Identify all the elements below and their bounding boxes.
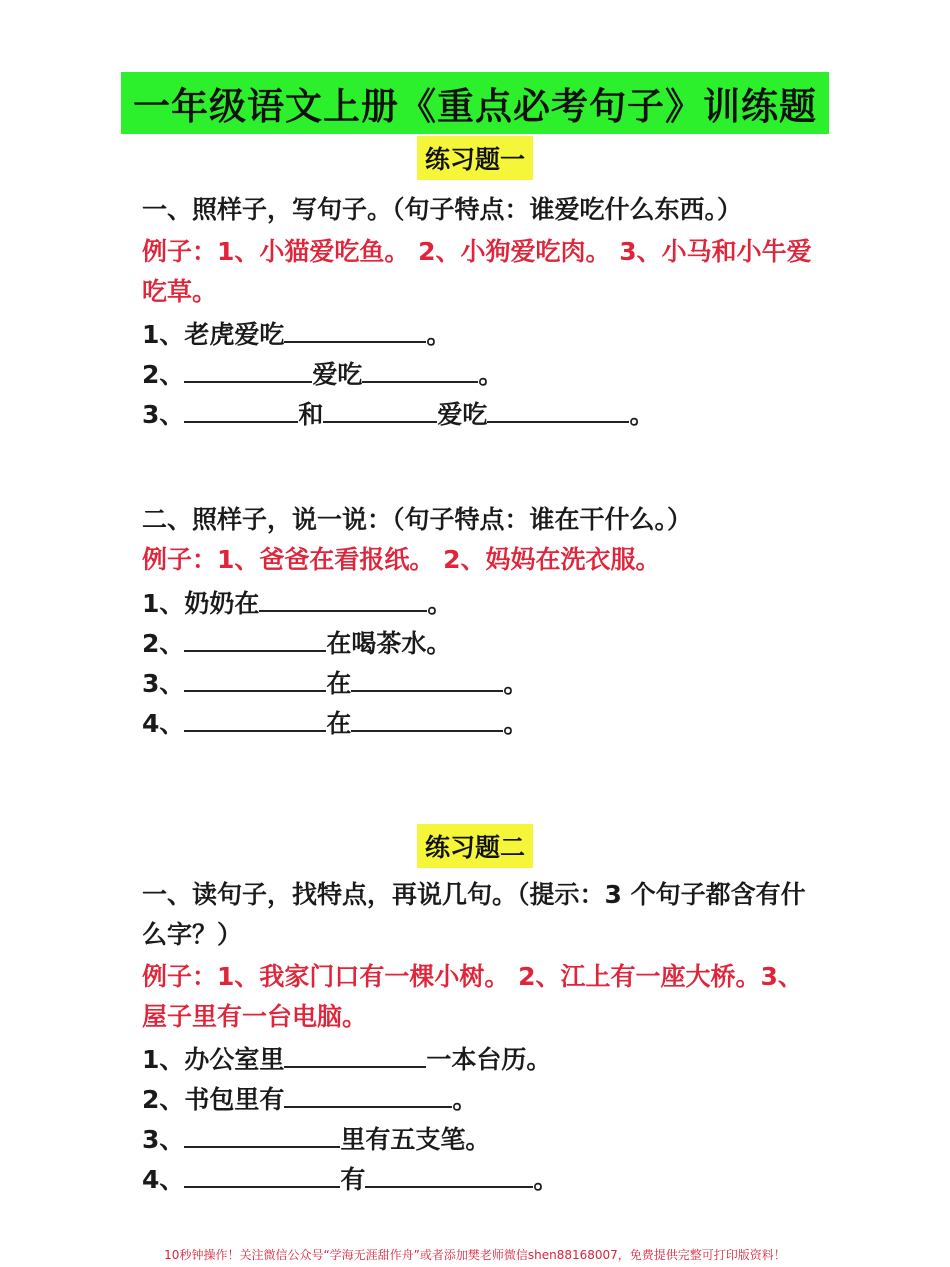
question-text: 。 bbox=[503, 669, 529, 698]
answer-blank[interactable] bbox=[362, 359, 478, 383]
question-text: 有 bbox=[340, 1165, 366, 1194]
question-text: 和 bbox=[298, 400, 324, 429]
question-text: 。 bbox=[426, 320, 452, 349]
ex2-part1-question-3 bbox=[142, 1123, 490, 1157]
question-text: 。 bbox=[629, 400, 655, 429]
answer-blank[interactable] bbox=[487, 399, 629, 423]
question-text: 2、书包里有 bbox=[142, 1085, 285, 1114]
footer-promo: 10秒钟操作！关注微信公众号“学海无涯甜作舟”或者添加樊老师微信shen88168007，免费提供完整可打印版资料！ bbox=[164, 1248, 786, 1262]
ex2-part1-example-line1: 例子：1、我家门口有一棵小树。 2、江上有一座大桥。3、 bbox=[142, 962, 803, 991]
answer-blank[interactable] bbox=[184, 708, 326, 732]
question-text: 里有五支笔。 bbox=[340, 1125, 491, 1154]
question-text: 3、 bbox=[142, 400, 185, 429]
question-text: 在喝茶水。 bbox=[326, 629, 452, 658]
answer-blank[interactable] bbox=[184, 668, 326, 692]
ex1-part2-instruction: 二、照样子，说一说：（句子特点：谁在干什么。） bbox=[142, 505, 693, 534]
ex1-part1-example-line2: 吃草。 bbox=[142, 277, 218, 306]
exercise1-heading: 练习题一 bbox=[417, 136, 533, 180]
answer-blank[interactable] bbox=[184, 399, 298, 423]
ex2-part1-instruction-line1: 一、读句子，找特点，再说几句。（提示：3 个句子都含有什 bbox=[142, 880, 806, 909]
ex1-part2-example-line1: 例子：1、爸爸在看报纸。 2、妈妈在洗衣服。 bbox=[142, 545, 661, 574]
ex1-part2-question-1 bbox=[142, 587, 452, 621]
answer-blank[interactable] bbox=[365, 1164, 533, 1188]
answer-blank[interactable] bbox=[284, 1084, 452, 1108]
question-text: 爱吃 bbox=[437, 400, 488, 429]
question-text: 爱吃 bbox=[312, 360, 363, 389]
ex2-part1-instruction-line2: 么字？） bbox=[142, 920, 243, 949]
ex2-part1-example-line2: 屋子里有一台电脑。 bbox=[142, 1002, 368, 1031]
ex2-part1-question-1 bbox=[142, 1043, 551, 1077]
question-text: 在 bbox=[326, 669, 352, 698]
question-text: 3、 bbox=[142, 669, 185, 698]
question-text: 。 bbox=[452, 1085, 478, 1114]
ex2-part1-question-2 bbox=[142, 1083, 477, 1117]
ex1-part1-example-line1: 例子：1、小猫爱吃鱼。 2、小狗爱吃肉。 3、小马和小牛爱 bbox=[142, 237, 812, 266]
ex1-part1-question-1 bbox=[142, 318, 451, 352]
answer-blank[interactable] bbox=[284, 319, 426, 343]
exercise2-heading: 练习题二 bbox=[417, 824, 533, 868]
ex1-part1-question-3 bbox=[142, 398, 654, 432]
answer-blank[interactable] bbox=[184, 1164, 340, 1188]
answer-blank[interactable] bbox=[259, 588, 427, 612]
question-text: 2、 bbox=[142, 360, 185, 389]
question-text: 。 bbox=[478, 360, 504, 389]
ex1-part2-question-4 bbox=[142, 707, 528, 741]
ex2-part1-question-4 bbox=[142, 1163, 558, 1197]
question-text: 1、办公室里 bbox=[142, 1045, 285, 1074]
question-text: 2、 bbox=[142, 629, 185, 658]
answer-blank[interactable] bbox=[351, 668, 503, 692]
answer-blank[interactable] bbox=[184, 628, 326, 652]
question-text: 在 bbox=[326, 709, 352, 738]
exercise2-heading-bar bbox=[0, 824, 950, 868]
question-text: 1、老虎爱吃 bbox=[142, 320, 285, 349]
ex1-part1-instruction: 一、照样子，写句子。（句子特点：谁爱吃什么东西。） bbox=[142, 195, 743, 224]
ex1-part2-question-3 bbox=[142, 667, 528, 701]
question-text: 。 bbox=[533, 1165, 559, 1194]
question-text: 。 bbox=[427, 589, 453, 618]
ex1-part1-question-2 bbox=[142, 358, 503, 392]
worksheet-title: 一年级语文上册《重点必考句子》训练题 bbox=[121, 72, 829, 134]
answer-blank[interactable] bbox=[284, 1044, 426, 1068]
title-bar bbox=[0, 72, 950, 134]
answer-blank[interactable] bbox=[323, 399, 437, 423]
question-text: 4、 bbox=[142, 1165, 185, 1194]
answer-blank[interactable] bbox=[184, 1124, 340, 1148]
answer-blank[interactable] bbox=[184, 359, 312, 383]
ex1-part2-question-2 bbox=[142, 627, 451, 661]
question-text: 。 bbox=[503, 709, 529, 738]
exercise1-heading-bar bbox=[0, 136, 950, 180]
question-text: 1、奶奶在 bbox=[142, 589, 260, 618]
question-text: 3、 bbox=[142, 1125, 185, 1154]
answer-blank[interactable] bbox=[351, 708, 503, 732]
question-text: 4、 bbox=[142, 709, 185, 738]
question-text: 一本台历。 bbox=[426, 1045, 552, 1074]
